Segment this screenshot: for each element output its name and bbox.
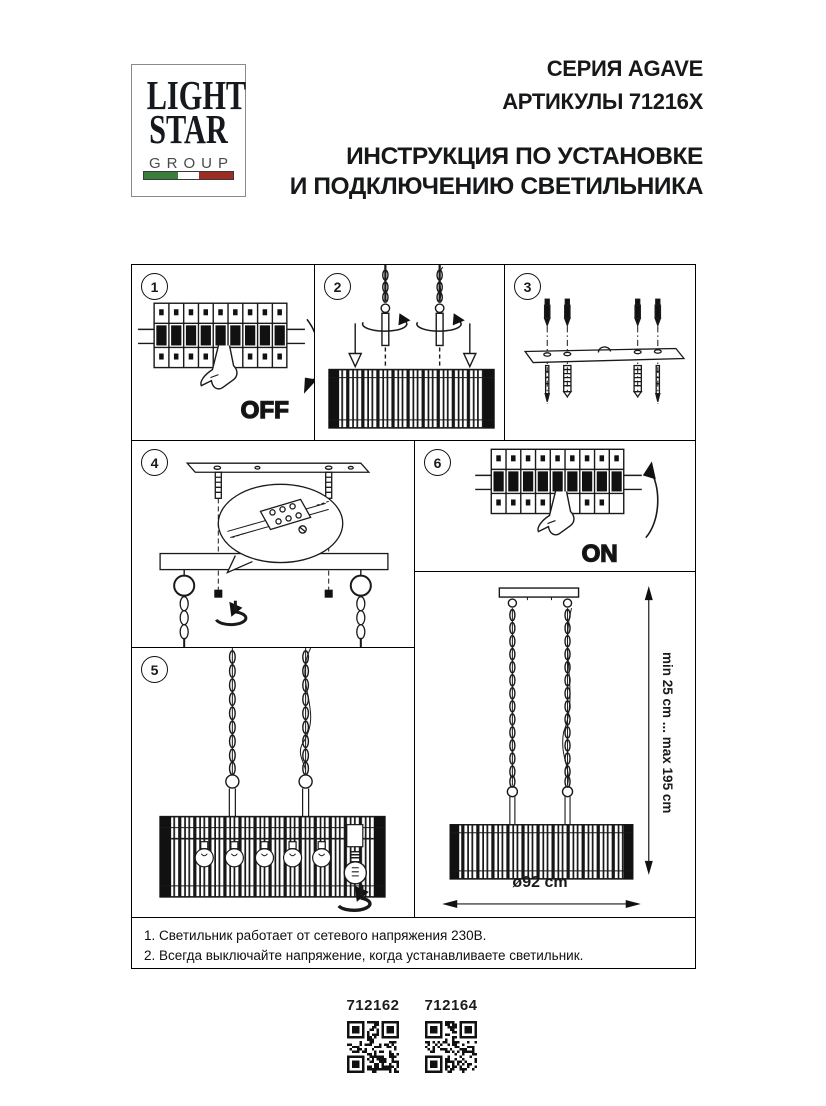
step-6-panel (414, 440, 696, 573)
breaker-on-illustration (415, 441, 695, 572)
articles-title: АРТИКУЛЫ 71216X (502, 89, 703, 114)
qr-code-712164 (425, 1021, 477, 1073)
install-bulbs-illustration (132, 648, 415, 918)
step-3-number: 3 (514, 273, 541, 300)
instruction-title-line1: ИНСТРУКЦИЯ ПО УСТАНОВКЕ (346, 143, 703, 170)
product-712164 (423, 997, 479, 1078)
instruction-title-line2: И ПОДКЛЮЧЕНИЮ СВЕТИЛЬНИКА (289, 172, 703, 200)
step-3-panel (504, 264, 696, 442)
note-line-1: 1. Светильник работает от сетевого напряжения 230В. (144, 928, 487, 943)
step-4-panel (131, 440, 416, 649)
step-4-number: 4 (141, 449, 168, 476)
qr-code-712162 (347, 1021, 399, 1073)
product-qr-section (345, 997, 479, 1078)
series-title: СЕРИЯ AGAVE (546, 56, 703, 81)
step-5-panel (131, 647, 416, 919)
step-1-panel (131, 264, 316, 442)
notes-panel (131, 917, 696, 969)
flag-red (199, 172, 233, 179)
on-label: ON (581, 540, 618, 568)
diameter-label: ø92 cm (512, 874, 568, 891)
product-712162 (345, 997, 401, 1078)
step-1-number: 1 (141, 273, 168, 300)
flag-white (178, 172, 199, 179)
logo-word-light: LIGHT (146, 72, 247, 118)
suspension-height-label: min 25 cm ... max 195 cm (660, 652, 675, 814)
dimensions-panel (414, 571, 696, 919)
lightstar-logo (131, 64, 246, 197)
product-article-label: 712162 (346, 997, 400, 1014)
step-6-number: 6 (424, 449, 451, 476)
header (290, 58, 703, 199)
note-line-2: 2. Всегда выключайте напряжение, когда устанавливаете светильник. (144, 948, 584, 963)
product-article-label: 712164 (424, 997, 478, 1014)
logo-word-star: STAR (149, 105, 228, 152)
off-label: OFF (240, 396, 289, 424)
step-2-panel (314, 264, 506, 442)
dimensions-illustration (415, 572, 695, 918)
flag-green (144, 172, 178, 179)
step-5-number: 5 (141, 656, 168, 683)
italian-flag-bar (143, 171, 234, 180)
canopy-wiring-illustration (132, 441, 415, 648)
logo-word-group: GROUP (148, 155, 234, 173)
step-2-number: 2 (324, 273, 351, 300)
